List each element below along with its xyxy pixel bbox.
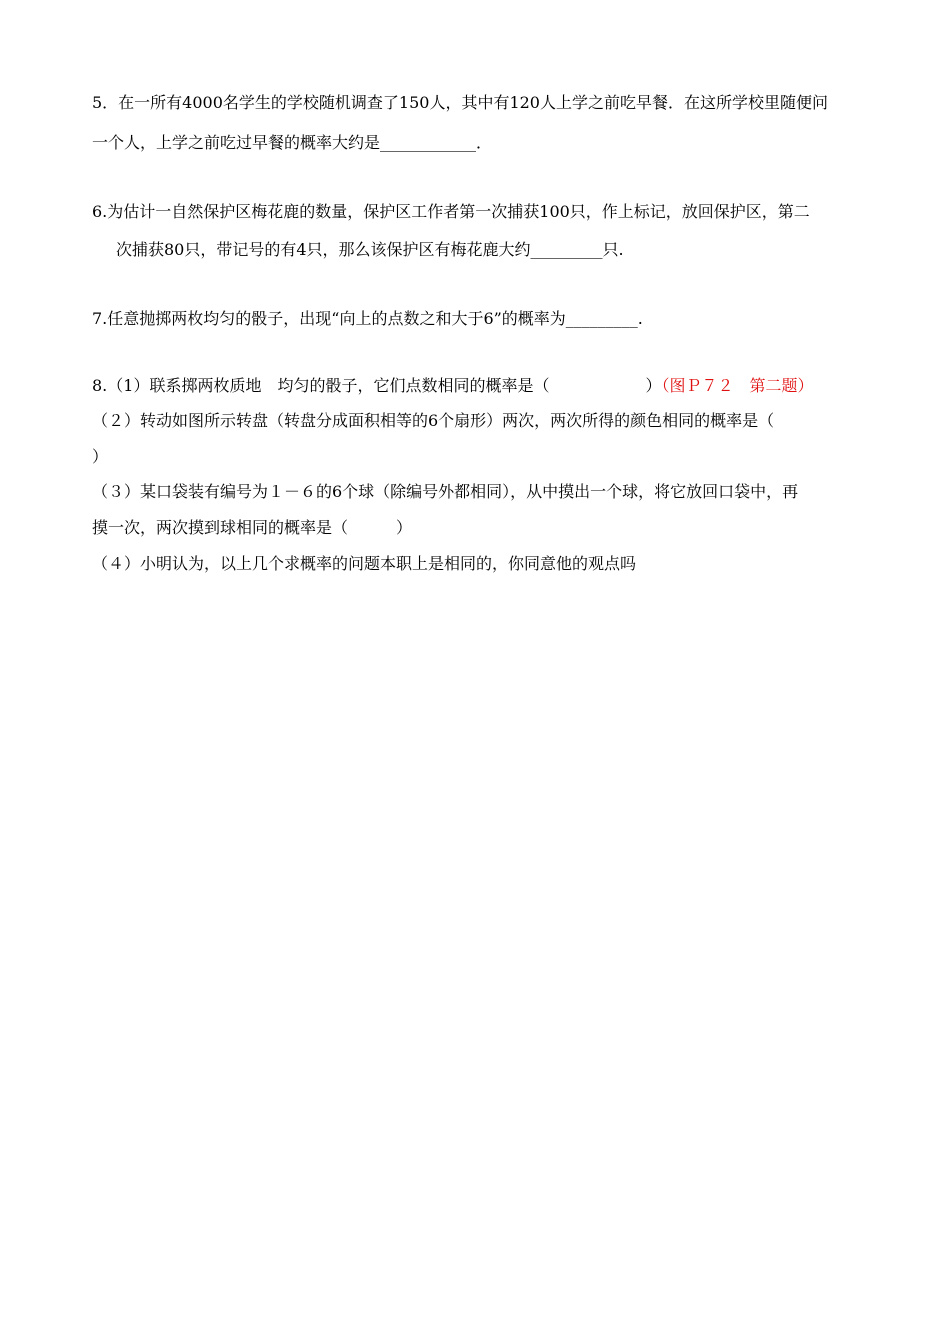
q8-line-2: （２）转动如图所示转盘（转盘分成面积相等的6个扇形）两次，两次所得的颜色相同的概率是（ <box>92 411 775 430</box>
q8-part-1-text: 8.（1）联系掷两枚质地 均匀的骰子，它们点数相同的概率是（ ） <box>92 376 662 395</box>
q6-line-1: 6.为估计一自然保护区梅花鹿的数量，保护区工作者第一次捕获100只，作上标记，放回保护区，第二 <box>92 202 810 221</box>
q8-line-3: ） <box>92 447 109 466</box>
q5-line-1: 5．在一所有4000名学生的学校随机调查了150人，其中有120人上学之前吃早餐．在这所学校里随便问 <box>92 93 828 112</box>
q8-line-5: 摸一次，两次摸到球相同的概率是（ ） <box>92 518 413 537</box>
q7-line-1: 7.任意抛掷两枚均匀的骰子，出现“向上的点数之和大于6”的概率为_________. <box>92 309 643 328</box>
q8-line-1 <box>92 376 813 396</box>
q5-line-2: 一个人，上学之前吃过早餐的概率大约是____________． <box>92 133 493 152</box>
q8-line-4: （３）某口袋装有编号为１－６的6个球（除编号外都相同），从中摸出一个球，将它放回口袋中，再 <box>92 482 799 501</box>
q8-line-6: （４）小明认为，以上几个求概率的问题本职上是相同的，你同意他的观点吗 <box>92 554 637 573</box>
figure-reference-note: （图Ｐ７２ 第二题） <box>661 376 814 395</box>
q6-line-2: 次捕获80只，带记号的有4只，那么该保护区有梅花鹿大约_________只. <box>116 240 624 259</box>
